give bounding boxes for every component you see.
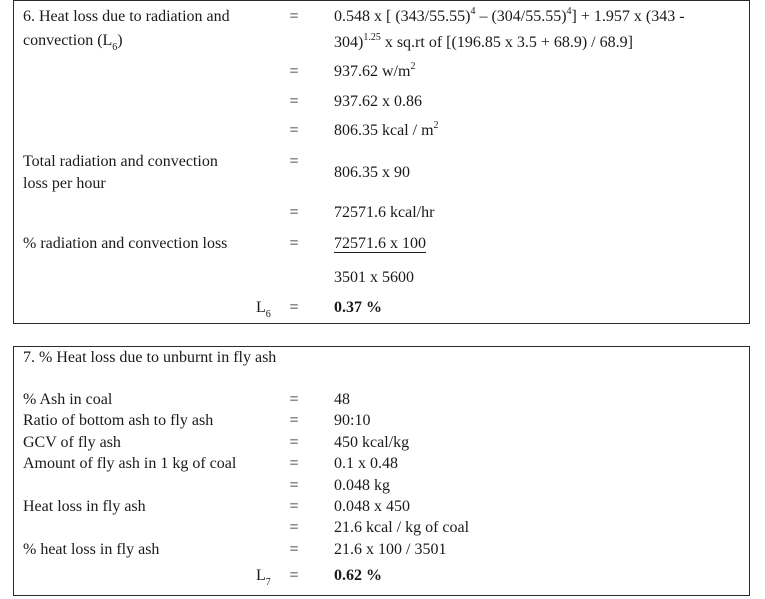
equals-sign: = <box>289 122 299 139</box>
row-value: 450 kcal/kg <box>334 434 410 451</box>
row-value: 21.6 x 100 / 3501 <box>334 541 447 558</box>
result-l6-label: $L_6$ <box>256 299 271 320</box>
step-3-value: 806.35 kcal / $m^2$ <box>334 120 439 139</box>
row-label: % Ash in coal <box>23 391 113 408</box>
row-value: 90:10 <box>334 412 371 429</box>
result-l7-label: $L_7$ <box>256 567 271 588</box>
formula-line1: 0.548 x [ $(343/55.55)^4 - (304/55.55)^4] + 1.957$ x (343 - <box>334 6 685 25</box>
equals-sign: = <box>289 93 299 110</box>
row-label: Ratio of bottom ash to fly ash <box>23 412 214 429</box>
row-value: 48 <box>334 391 350 408</box>
formula-line2: 304)$^{1.25}$ x sq.rt of [(196.85 x 3.5 + 68.9) / 68.9] <box>334 32 633 51</box>
total-loss-label-line1: Total radiation and convection <box>23 153 218 170</box>
equals-sign: = <box>289 477 299 494</box>
section-7-title: 7. % Heat loss due to unburnt in fly ash <box>23 349 277 366</box>
equals-sign: = <box>289 235 299 252</box>
row-label: Heat loss in fly ash <box>23 498 146 515</box>
equals-sign: = <box>289 412 299 429</box>
step-2-value: 937.62 x 0.86 <box>334 93 422 110</box>
section-6-title-line2: convection $(L_6)$ <box>23 32 123 53</box>
equals-sign: = <box>289 299 299 316</box>
total-loss-value: 806.35 x 90 <box>334 164 410 181</box>
step-1-value: 937.62 $w/m^2$ <box>334 61 416 80</box>
equals-sign: = <box>289 391 299 408</box>
row-value: 0.1 x 0.48 <box>334 455 398 472</box>
equals-sign: = <box>289 63 299 80</box>
total-loss-label-line2: loss per hour <box>23 175 106 192</box>
row-value: 21.6 kcal / kg of coal <box>334 519 470 536</box>
result-l6-value: 0.37 % <box>334 299 382 316</box>
result-l7-value: 0.62 % <box>334 567 382 584</box>
equals-sign: = <box>289 455 299 472</box>
percent-numerator: 72571.6 x 100 <box>334 235 426 252</box>
equals-sign: = <box>289 567 299 584</box>
equals-sign: = <box>289 204 299 221</box>
equals-sign: = <box>289 8 299 25</box>
equals-sign: = <box>289 434 299 451</box>
row-label: Amount of fly ash in 1 kg of coal <box>23 455 237 472</box>
row-label: % heat loss in fly ash <box>23 541 160 558</box>
equals-sign: = <box>289 541 299 558</box>
row-value: 0.048 kg <box>334 477 390 494</box>
row-label: GCV of fly ash <box>23 434 121 451</box>
percent-denominator: 3501 x 5600 <box>334 269 414 286</box>
percent-loss-label: % radiation and convection loss <box>23 235 228 252</box>
section-6-title-line1: 6. Heat loss due to radiation and <box>23 8 230 25</box>
equals-sign: = <box>289 498 299 515</box>
equals-sign: = <box>289 153 299 170</box>
row-value: 0.048 x 450 <box>334 498 410 515</box>
equals-sign: = <box>289 519 299 536</box>
total-loss-result: 72571.6 kcal/hr <box>334 204 435 221</box>
